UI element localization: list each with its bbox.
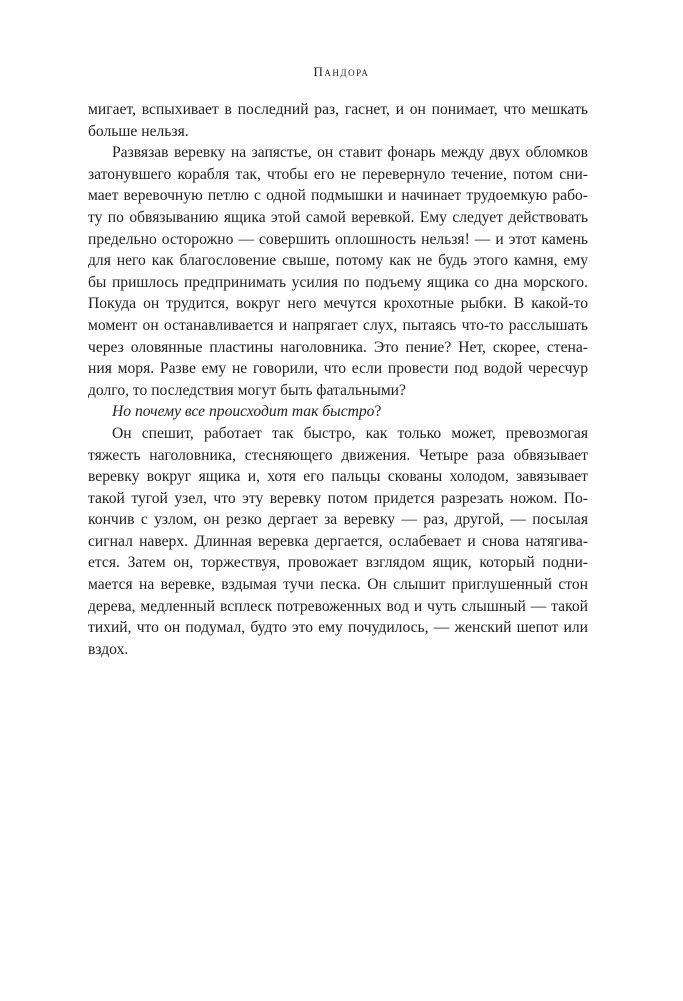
- text-line: мигает, вспыхивает в последний раз, гаснет, и он понимает, что мешкать: [88, 101, 588, 118]
- text-line: Покуда он трудится, вокруг него мечутся крохотные рыбки. В какой-то: [88, 295, 588, 313]
- text-line: через оловянные пластины наголовника. Это пение? Нет, скорее, стена-: [88, 338, 588, 356]
- text-line: больше нельзя.: [88, 122, 189, 140]
- text-line: Он спешит, работает так быстро, как только может, превозмогая: [112, 424, 588, 442]
- text-line: тяжесть наголовника, стесняющего движения. Четыре раза обвязывает: [88, 446, 588, 464]
- text-line: тихий, что он подумал, будто это ему почудилось, — женский шепот или: [88, 619, 588, 637]
- text-line: долго, то последствия могут быть фатальными?: [88, 381, 406, 399]
- italic-question: Но почему все происходит так быстро: [112, 403, 375, 421]
- text-line: для него как благословение свыше, потому как не будь этого камня, ему: [88, 252, 588, 270]
- text-line: мает веревочную петлю с одной подмышки и начинает трудоемкую рабо-: [88, 187, 588, 205]
- text-line: кончив с узлом, он резко дергает за веревку — раз, другой, — посылая: [88, 511, 588, 529]
- text-line: предельно осторожно — совершить оплошность нельзя! — и этот камень: [88, 230, 588, 248]
- text-line: мается на веревке, вздымая тучи песка. Он слышит приглушенный стон: [88, 576, 588, 594]
- text-line: ту по обвязыванию ящика этой самой веревкой. Ему следует действовать: [88, 208, 588, 226]
- text-line: момент он останавливается и напрягает слух, пытаясь что-то расслышать: [88, 316, 588, 334]
- question-mark: ?: [374, 403, 382, 421]
- text-line: ния моря. Разве ему не говорили, что если провести под водой чересчур: [88, 360, 588, 378]
- text-line: такой тугой узел, что эту веревку потом придется разрезать ножом. По-: [88, 489, 588, 507]
- text-line: ется. Затем он, торжествуя, провожает взглядом ящик, который подни-: [88, 554, 588, 572]
- text-line: веревку вокруг ящика и, хотя его пальцы скованы холодом, завязывает: [88, 468, 588, 486]
- italic-question-line: [88, 401, 588, 423]
- text-line: затонувшего корабля так, чтобы его не перевернуло течение, потом сни-: [88, 165, 588, 183]
- running-head: Пандора: [313, 64, 370, 79]
- text-line: дерева, медленный всплеск потревоженных вод и чуть слышный — такой: [88, 597, 588, 615]
- text-line: Развязав веревку на запястье, он ставит фонарь между двух обломков: [112, 144, 588, 162]
- text-line: вздох.: [88, 640, 129, 658]
- body-text: [88, 99, 588, 660]
- text-line: сигнал наверх. Длинная веревка дергается, ослабевает и снова натягива-: [88, 532, 588, 550]
- text-line: бы пришлось предпринимать усилия по подъему ящика со дна морского.: [88, 273, 588, 291]
